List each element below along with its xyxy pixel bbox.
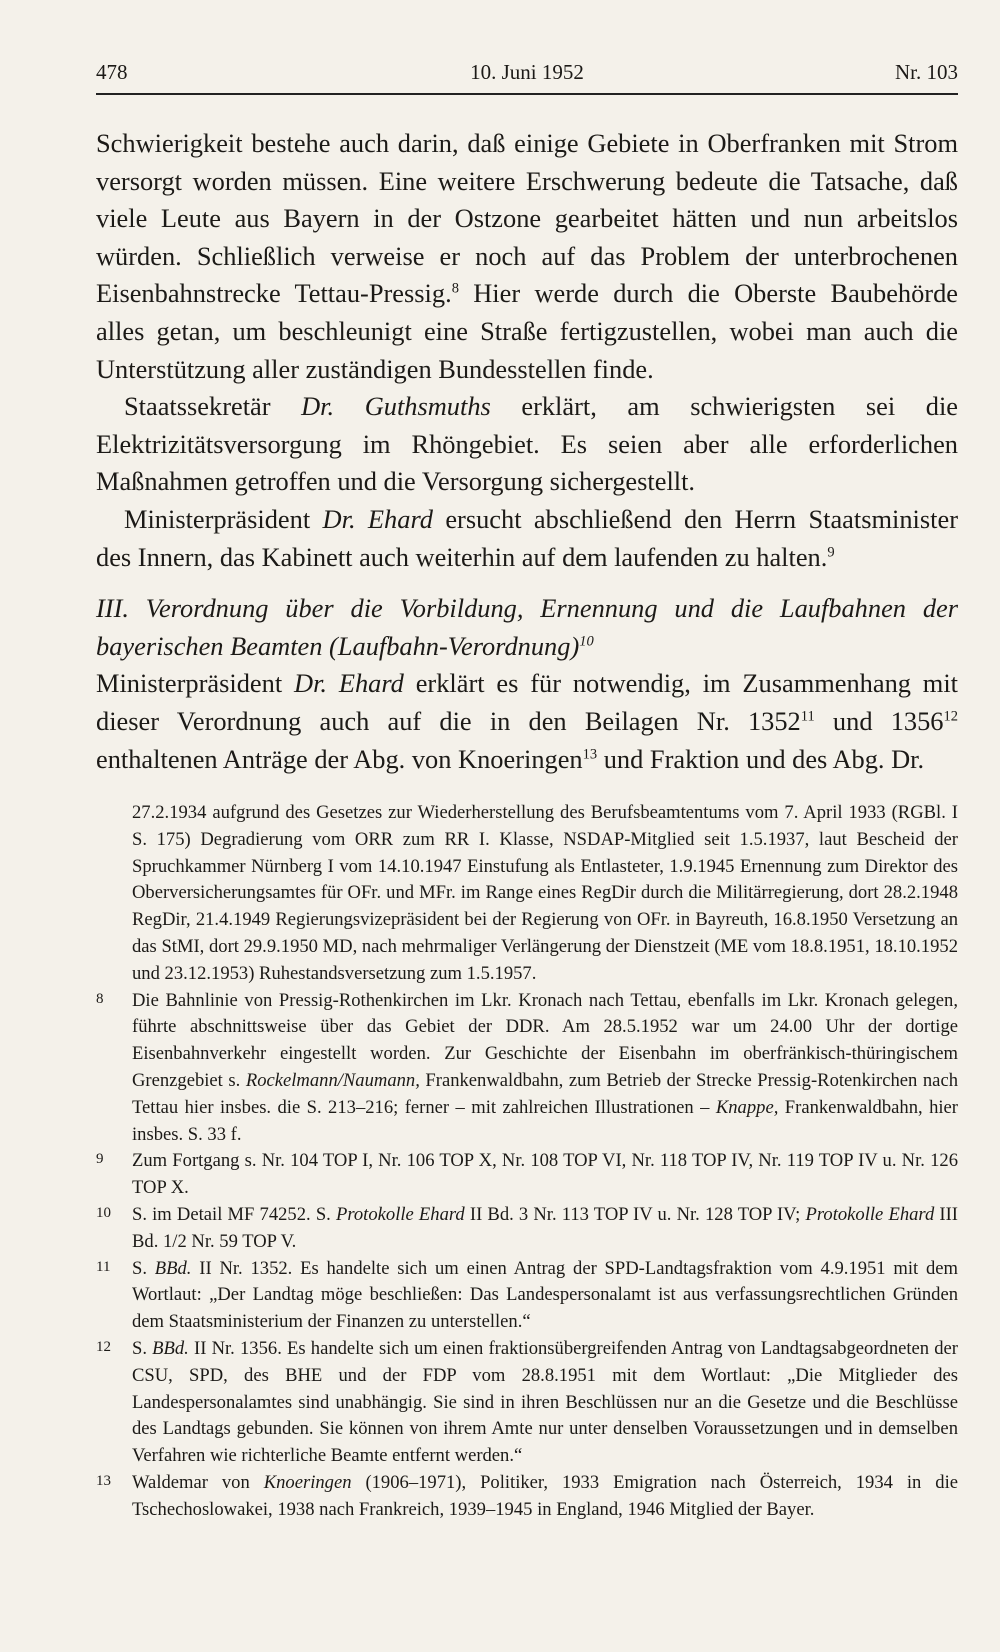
footnotes: [96, 800, 958, 1524]
text-run: II Nr. 1352. Es handelte sich um einen Antrag der SPD-Landtagsfraktion vom 4.9.1951 mit dem Wortlaut: „Der Landtag möge beschließen: Das Landespersonalamt ist aus verfassungsrechtlichen Gründen dem Staatsministerium der Finanzen zu unterstellen.“: [132, 1257, 958, 1333]
citation-title: BBd.: [154, 1257, 192, 1279]
text-run: Frankenwaldbahn, hier insbes. S. 33 f.: [132, 1096, 958, 1145]
text-run: III Bd. 1/2 Nr. 59 TOP V.: [132, 1203, 958, 1252]
footnote: [96, 1148, 958, 1202]
footnote-ref: 11: [800, 708, 815, 725]
footnote-number: 12: [96, 1338, 111, 1355]
paragraph: [96, 665, 958, 778]
person-name: Dr. Ehard: [294, 668, 404, 699]
person-name: Dr. Guthsmuths: [301, 391, 491, 422]
citation-title: Protokolle Ehard: [805, 1203, 935, 1225]
text-run: Ministerpräsident: [124, 503, 323, 534]
paragraph: [96, 388, 958, 501]
text-run: II Nr. 1356. Es handelte sich um einen fraktionsübergreifenden Antrag von Landtagsabgeordneten der CSU, SPD, des BHE und der FDP vom 28.8.1951 mit dem Wortlaut: „Die Mitglieder des Landespersonalamtes sind unabhängig. Sie sind in ihren Beschlüssen nur an die Gesetze und die Beschlüsse des Landtags gebunden. Sie können von ihrem Amte nur unter denselben Voraussetzungen und in demselben Verfahren wie richterliche Beamte entfernt werden.“: [132, 1337, 959, 1467]
document-number: Nr. 103: [895, 60, 958, 84]
footnote: [96, 1470, 958, 1524]
footnote-number: 9: [96, 1151, 104, 1168]
text-run: Hier werde durch die Oberste Baubehörde alles getan, um beschleunigt eine Straße fertigzustellen, wobei man auch die Unterstützung aller zuständigen Bundesstellen finde.: [96, 278, 958, 384]
text-run: Die Bahnlinie von Pressig-Rothenkirchen im Lkr. Kronach nach Tettau, ebenfalls im Lkr. Kronach gelegen, führte abschnittsweise über das Gebiet der DDR. Am 28.5.1952 war um 24.00 Uhr der dortige Eisenbahnverkehr eingestellt worden. Zur Geschichte der Eisenbahn im oberfränkisch-thüringischem Grenzgebiet s.: [132, 989, 958, 1091]
paragraph: [96, 501, 958, 576]
footnote-ref: 8: [451, 280, 459, 297]
text-run: Staatssekretär: [124, 391, 302, 422]
footnote: [96, 1256, 958, 1336]
citation-author: Rockelmann/Naumann,: [245, 1069, 420, 1091]
text-run: Zum Fortgang s. Nr. 104 TOP I, Nr. 106 TOP X, Nr. 108 TOP VI, Nr. 118 TOP IV, Nr. 119 TOP IV u. Nr. 126 TOP X.: [132, 1150, 958, 1199]
text-run: enthaltenen Anträge der Abg. von Knoeringen: [96, 743, 583, 774]
main-text: [96, 125, 958, 778]
text-run: Waldemar von: [132, 1471, 264, 1493]
text-run: (1906–1971), Politiker, 1933 Emigration nach Österreich, 1934 in die Tschechoslowakei, 1938 nach Frankreich, 1939–1945 in England, 1946 Mitglied der Bayer.: [132, 1471, 958, 1520]
person-name: Knoeringen: [263, 1471, 352, 1493]
text-run: erklärt, am schwierigsten sei die Elektrizitätsversorgung im Rhöngebiet. Es seien aber alle erforderlichen Maßnahmen getroffen und die Versorgung sichergestellt.: [96, 391, 958, 497]
text-run: ersucht abschließend den Herrn Staatsminister des Innern, das Kabinett auch weiterhin auf dem laufenden zu halten.: [96, 503, 958, 572]
person-name: Dr. Ehard: [322, 503, 433, 534]
heading-text: III. Verordnung über die Vorbildung, Ernennung und die Laufbahnen der bayerischen Beamten (Laufbahn-Verordnung): [96, 593, 958, 661]
footnote: [96, 988, 958, 1149]
footnote-continuation: 27.2.1934 aufgrund des Gesetzes zur Wiederherstellung des Berufsbeamtentums vom 7. April 1933 (RGBl. I S. 175) Degradierung vom ORR zum RR I. Klasse, NSDAP-Mitglied seit 1.5.1937, laut Bescheid der Spruchkammer Nürnberg I vom 14.10.1947 Einstufung als Entlasteter, 1.9.1945 Ernennung zum Direktor des Oberversicherungsamtes für OFr. und MFr. im Range eines RegDir durch die Militärregierung, dort 28.2.1948 RegDir, 21.4.1949 Regierungsvizepräsident bei der Regierung von OFr. in Bayreuth, 16.8.1950 Versetzung an das StMI, dort 29.9.1950 MD, nach mehrmaliger Verlängerung der Dienstzeit (ME vom 18.8.1951, 18.10.1952 und 23.12.1953) Ruhestandsversetzung zum 1.5.1957.: [132, 802, 958, 984]
header-rule: [96, 93, 958, 95]
footnote: [96, 1202, 958, 1256]
text-run: erklärt es für notwendig, im Zusammenhang mit dieser Verordnung auch auf die in den Beilagen Nr. 1352: [96, 668, 958, 736]
footnote-ref: 13: [582, 746, 598, 763]
citation-title: Protokolle Ehard: [335, 1203, 465, 1225]
footnote-number: 8: [96, 990, 104, 1007]
text-run: Schwierigkeit bestehe auch darin, daß einige Gebiete in Oberfranken mit Strom versorgt worden müssen. Eine weitere Erschwerung bedeute die Tatsache, daß viele Leute aus Bayern in der Ostzone gearbeitet hätten und nun arbeitslos würden. Schließlich verweise er noch auf das Problem der unterbrochenen Eisenbahnstrecke Tettau-Pressig.: [96, 128, 958, 309]
footnote-ref: 10: [579, 633, 594, 650]
footnote-number: 13: [96, 1472, 111, 1489]
running-header: [96, 56, 958, 92]
page-number: 478: [96, 60, 128, 84]
text-run: und 1356: [814, 705, 944, 736]
text-run: S. im Detail MF 74252. S.: [132, 1203, 336, 1225]
section-heading: [96, 590, 958, 665]
text-run: und Fraktion und des Abg. Dr.: [597, 743, 925, 774]
footnote-ref: 9: [827, 544, 835, 561]
footnote-number: 10: [96, 1204, 111, 1221]
footnote-number: 11: [96, 1258, 111, 1275]
footnote: [96, 1336, 958, 1470]
text-run: II Bd. 3 Nr. 113 TOP IV u. Nr. 128 TOP IV;: [464, 1203, 806, 1225]
text-run: S.: [132, 1257, 155, 1279]
footnote-ref: 12: [943, 708, 959, 725]
header-date: 10. Juni 1952: [470, 60, 584, 84]
paragraph: [96, 125, 958, 388]
citation-title: BBd.: [152, 1337, 189, 1359]
text-run: Ministerpräsident: [96, 668, 295, 699]
text-run: S.: [132, 1337, 153, 1359]
citation-author: Knappe,: [715, 1096, 779, 1118]
text-run: Frankenwaldbahn, zum Betrieb der Strecke Pressig-Rotenkirchen nach Tettau hier insbes. die S. 213–216; ferner – mit zahlreichen Illustrationen –: [132, 1069, 958, 1118]
